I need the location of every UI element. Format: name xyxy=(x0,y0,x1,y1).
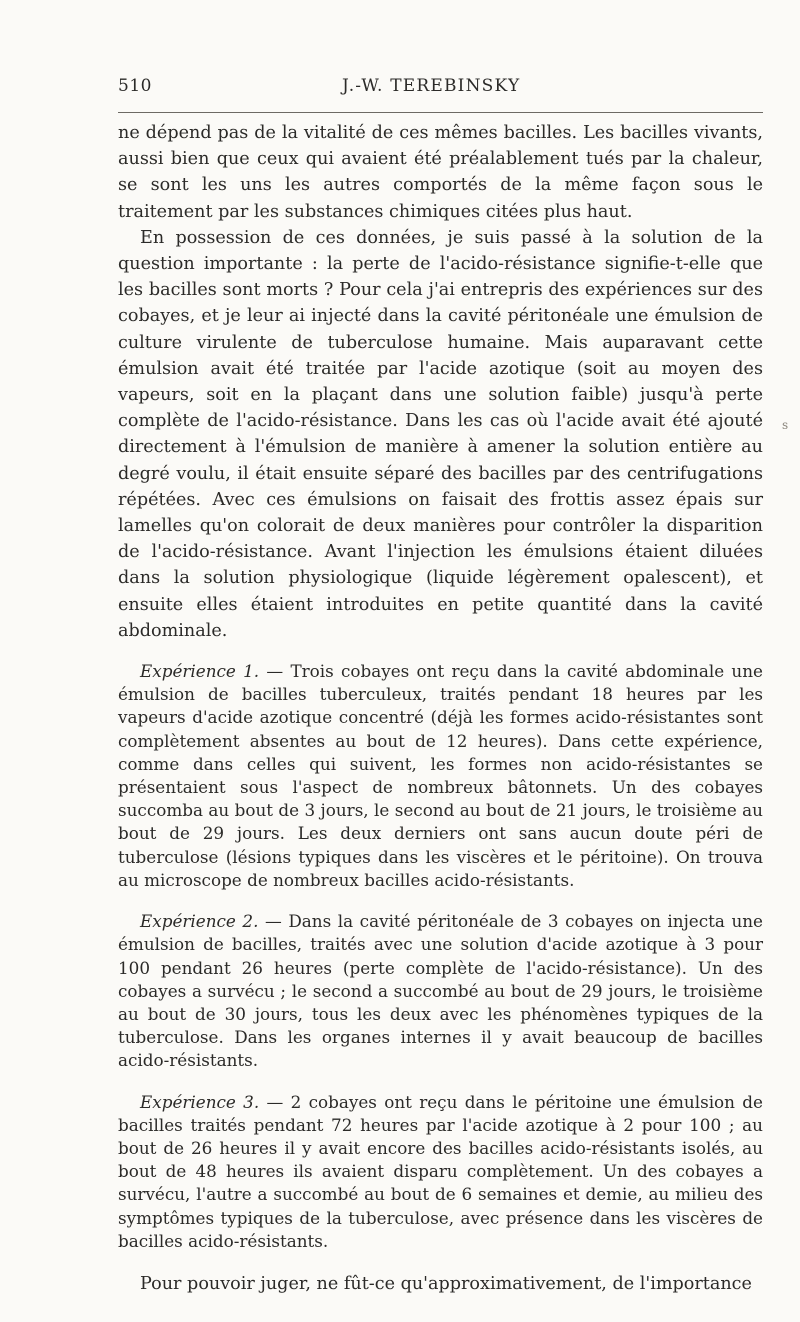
paragraph-continuation: ne dépend pas de la vitalité de ces mêmes bacilles. Les bacilles vivants, aussi bien que ceux qui avaient été préalablement tués par la chaleur, se sont les uns les autres comportés de la même façon sous le traitement par les substances chimiques citées plus haut. xyxy=(118,123,763,222)
experiment-2-text: — Dans la cavité péritonéale de 3 cobayes on injecta une émulsion de bacilles, traités avec une solution d'acide azotique à 3 pour 100 pendant 26 heures (perte complète de l'acido-résistance). Un des cobayes a survécu ; le second a succombé au bout de 29 jours, le troisième au bout de 30 jours, tous les deux avec les phénomènes typiques de la tuberculose. Dans les organes internes il y avait beaucoup de bacilles acido-résistants. xyxy=(118,911,763,1071)
paragraph-method: En possession de ces données, je suis passé à la solution de la question importante : la perte de l'acido-résistance signifie-t-elle que les bacilles sont morts ? Pour cela j'ai entrepris des expériences sur des cobayes, et je leur ai injecté dans la cavité péritonéale une émulsion de culture virulente de tuberculose humaine. Mais auparavant cette émulsion avait été traitée par l'acide azotique (soit au moyen des vapeurs, soit en la plaçant dans une solution faible) jusqu'à perte complète de l'acido-résistance. Dans les cas où l'acide avait été ajouté directement à l'émulsion de manière à amener la solution entière au degré voulu, il était ensuite séparé des bacilles par des centrifugations répétées. Avec ces émulsions on faisait des frottis assez épais sur lamelles qu'on colorait de deux manières pour contrôler la disparition de l'acido-résistance. Avant l'injection les émulsions étaient diluées dans la solution physiologique (liquide légèrement opalescent), et ensuite elles étaient introduites en petite quantité dans la cavité abdominale. xyxy=(118,227,763,641)
body-text xyxy=(118,120,763,1297)
experiment-1-label: Expérience 1. xyxy=(140,661,260,682)
experiment-2-label: Expérience 2. xyxy=(140,911,259,932)
paragraph-closing: Pour pouvoir juger, ne fût-ce qu'approximativement, de l'importance xyxy=(140,1273,752,1294)
experiment-3-text: — 2 cobayes ont reçu dans le péritoine une émulsion de bacilles traités pendant 72 heures par l'acide azotique à 2 pour 100 ; au bout de 26 heures il y avait encore des bacilles acido-résistants isolés, au bout de 48 heures ils avaient disparu complètement. Un des cobayes a survécu, l'autre a succombé au bout de 6 semaines et demie, au milieu des symptômes typiques de la tuberculose, avec présence dans les viscères de bacilles acido-résistants. xyxy=(118,1091,763,1251)
margin-mark: s xyxy=(782,418,789,432)
page-header xyxy=(118,76,763,100)
running-head: J.-W. TEREBINSKY xyxy=(342,76,521,96)
experiment-3 xyxy=(118,1091,763,1253)
experiment-1-text: — Trois cobayes ont reçu dans la cavité abdominale une émulsion de bacilles tuberculeux, traités pendant 18 heures par les vapeurs d'acide azotique concentré (déjà les formes acido-résistantes sont complètement absentes au bout de 12 heures). Dans cette expérience, comme dans celles qui suivent, les formes non acido-résistantes se présentaient sous l'aspect de nombreux bâtonnets. Un des cobayes succomba au bout de 3 jours, le second au bout de 21 jours, le troisième au bout de 29 jours. Les deux derniers ont sans aucun doute péri de tuberculose (lésions typiques dans les viscères et le péritoine). On trouva au microscope de nombreux bacilles acido-résistants. xyxy=(118,661,763,890)
page-number: 510 xyxy=(118,76,152,96)
header-rule xyxy=(118,112,763,113)
experiment-2 xyxy=(118,910,763,1072)
experiment-3-label: Expérience 3. xyxy=(140,1091,260,1112)
experiment-1 xyxy=(118,660,763,892)
